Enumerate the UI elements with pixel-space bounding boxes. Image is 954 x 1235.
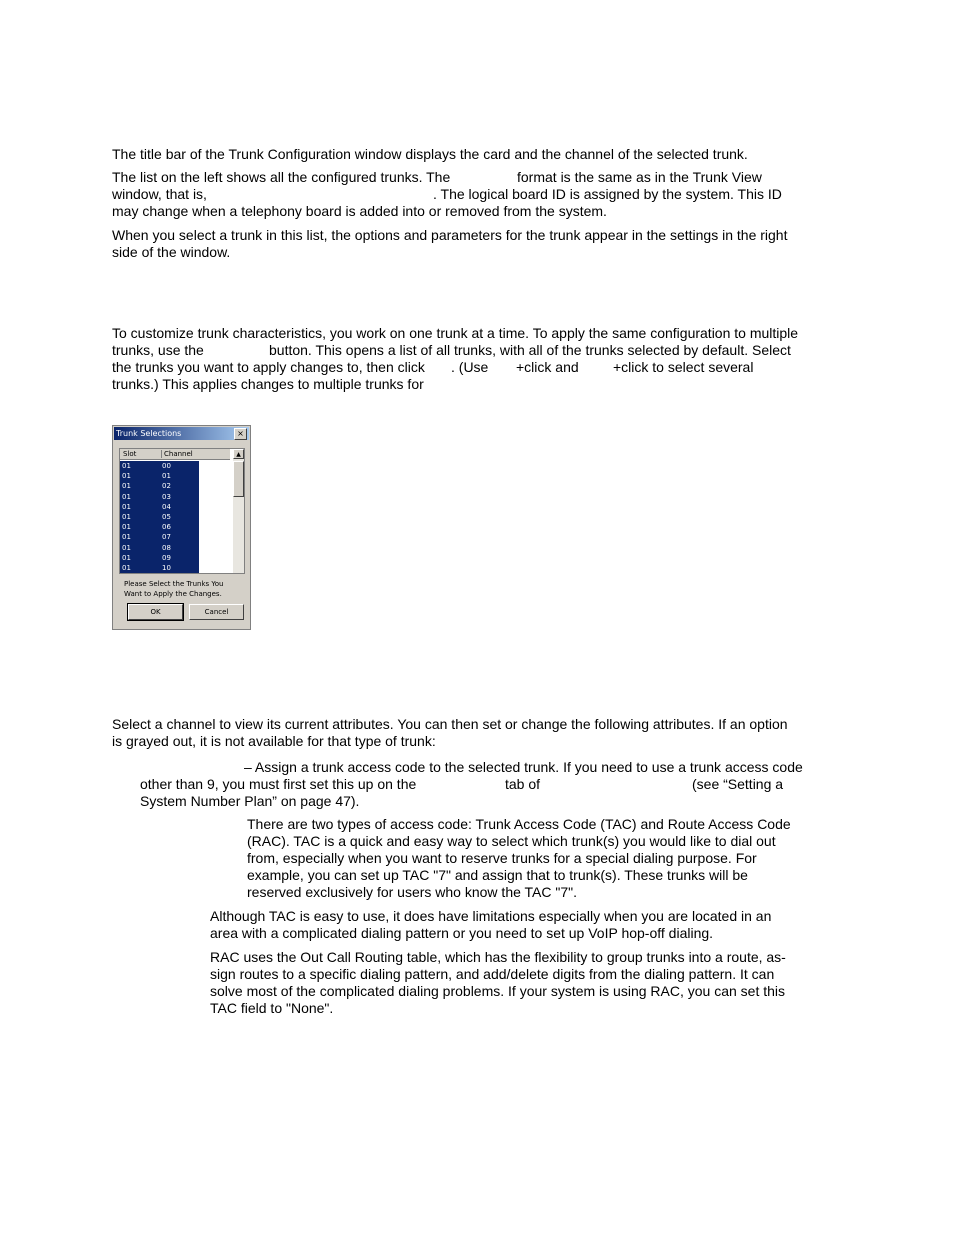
note3-line1: RAC uses the Out Call Routing table, which has the flexibility to group trunks into a route, as- xyxy=(210,949,786,965)
channel-cell: 08 xyxy=(162,543,171,552)
note-line1: There are two types of access code: Trunk Access Code (TAC) and Route Access Code xyxy=(247,816,791,832)
paragraph-attributes-line1: Select a channel to view its current attributes. You can then set or change the following attributes. If an option xyxy=(112,716,788,732)
note-line2: (RAC). TAC is a quick and easy way to select which trunk(s) you would like to dial out xyxy=(247,833,776,849)
note2-line2: area with a complicated dialing pattern or you need to set up VoIP hop-off dialing. xyxy=(210,925,714,941)
table-row[interactable] xyxy=(120,512,199,522)
channel-cell: 06 xyxy=(162,523,171,532)
channel-cell: 03 xyxy=(162,492,171,501)
close-icon[interactable]: × xyxy=(234,428,247,440)
paragraph-attributes-line2: is grayed out, it is not available for that type of trunk: xyxy=(112,733,436,749)
table-row[interactable] xyxy=(120,522,199,532)
channel-cell: 05 xyxy=(162,512,171,521)
scroll-up-icon[interactable]: ▲ xyxy=(233,449,244,459)
dialog-title-bar[interactable] xyxy=(114,427,249,440)
slot-cell: 01 xyxy=(122,492,131,501)
trunk-list[interactable] xyxy=(119,448,245,574)
cancel-button[interactable]: Cancel xyxy=(189,604,244,620)
slot-cell: 01 xyxy=(122,543,131,552)
table-row[interactable] xyxy=(120,532,199,542)
note3-line3: solve most of the complicated dialing problems. If your system is using RAC, you can set this xyxy=(210,983,786,999)
table-row[interactable] xyxy=(120,492,199,502)
dialog-message xyxy=(124,579,244,599)
scrollbar-thumb[interactable] xyxy=(233,461,244,497)
note-line5: reserved exclusively for users who know the TAC "7". xyxy=(247,884,577,900)
table-row[interactable] xyxy=(120,553,199,563)
ok-button[interactable]: OK xyxy=(128,604,183,620)
slot-cell: 01 xyxy=(122,462,131,470)
slot-cell: 01 xyxy=(122,563,131,572)
table-row[interactable] xyxy=(120,471,199,481)
paragraph-customize-line2b: button. This opens a list of all trunks, with all of the trunks selected by default. Select xyxy=(269,342,791,358)
paragraph-list-line1b: format is the same as in the Trunk View xyxy=(517,169,762,185)
slot-cell: 01 xyxy=(122,553,131,562)
paragraph-customize-line2a: trunks, use the xyxy=(112,342,204,358)
dialog-title: Trunk Selections xyxy=(116,429,182,438)
paragraph-list-line2a: window, that is, xyxy=(112,186,207,202)
channel-cell: 04 xyxy=(162,502,171,511)
paragraph-customize-line1: To customize trunk characteristics, you work on one trunk at a time. To apply the same configuration to multiple xyxy=(112,325,799,341)
channel-cell: 01 xyxy=(162,472,171,481)
table-row[interactable] xyxy=(120,481,199,491)
paragraph-customize-line3d: +click to select several xyxy=(613,359,754,375)
paragraph-list-line3: may change when a telephony board is added into or removed from the system. xyxy=(112,203,607,219)
slot-cell: 01 xyxy=(122,472,131,481)
note-line3: from, especially when you want to reserve trunks for a special dialing purpose. For xyxy=(247,850,757,866)
paragraph-list-line2b: . The logical board ID is assigned by the system. This ID xyxy=(433,186,782,202)
table-row[interactable] xyxy=(120,563,199,573)
slot-cell: 01 xyxy=(122,533,131,542)
column-header-slot[interactable]: Slot xyxy=(123,450,137,458)
channel-cell: 00 xyxy=(162,462,171,470)
tac-item-line1: – Assign a trunk access code to the selected trunk. If you need to use a trunk access code xyxy=(244,759,803,775)
paragraph-list-line1a: The list on the left shows all the configured trunks. The xyxy=(112,169,451,185)
tac-item-line3: System Number Plan” on page 47). xyxy=(140,793,360,809)
column-header-channel[interactable]: Channel xyxy=(161,450,193,458)
note3-line2: sign routes to a specific dialing pattern, and add/delete digits from the dialing pattern. It can xyxy=(210,966,775,982)
channel-cell: 09 xyxy=(162,553,171,562)
paragraph-customize-line3c: +click and xyxy=(516,359,579,375)
tac-item-line2a: other than 9, you must first set this up on the xyxy=(140,776,417,792)
list-scrollbar[interactable] xyxy=(233,449,244,573)
note3-line4: TAC field to "None". xyxy=(210,1000,334,1016)
paragraph-customize-line3b: . (Use xyxy=(451,359,489,375)
note-line4: example, you can set up TAC "7" and assign that to trunk(s). These trunks will be xyxy=(247,867,748,883)
paragraph-customize-line3a: the trunks you want to apply changes to, then click xyxy=(112,359,425,375)
slot-cell: 01 xyxy=(122,523,131,532)
paragraph-title-bar: The title bar of the Trunk Configuration window displays the card and the channel of the selected trunk. xyxy=(112,146,748,162)
channel-cell: 07 xyxy=(162,533,171,542)
trunk-selections-dialog xyxy=(112,425,251,630)
channel-cell: 10 xyxy=(162,563,171,572)
table-row[interactable] xyxy=(120,461,199,471)
channel-cell: 02 xyxy=(162,482,171,491)
slot-cell: 01 xyxy=(122,502,131,511)
slot-cell: 01 xyxy=(122,482,131,491)
paragraph-select-line2: side of the window. xyxy=(112,244,231,260)
trunk-rows xyxy=(120,461,199,573)
paragraph-customize-line4: trunks.) This applies changes to multiple trunks for xyxy=(112,376,424,392)
tac-item-line2b: tab of xyxy=(505,776,541,792)
note2-line1: Although TAC is easy to use, it does have limitations especially when you are located in an xyxy=(210,908,772,924)
table-row[interactable] xyxy=(120,502,199,512)
dialog-message-line1: Please Select the Trunks You xyxy=(124,580,224,588)
slot-cell: 01 xyxy=(122,512,131,521)
dialog-message-line2: Want to Apply the Changes. xyxy=(124,590,222,598)
table-row[interactable] xyxy=(120,543,199,553)
tac-item-line2c: (see “Setting a xyxy=(692,776,784,792)
paragraph-select-line1: When you select a trunk in this list, the options and parameters for the trunk appear in the settings in the right xyxy=(112,227,788,243)
list-header xyxy=(120,449,230,460)
